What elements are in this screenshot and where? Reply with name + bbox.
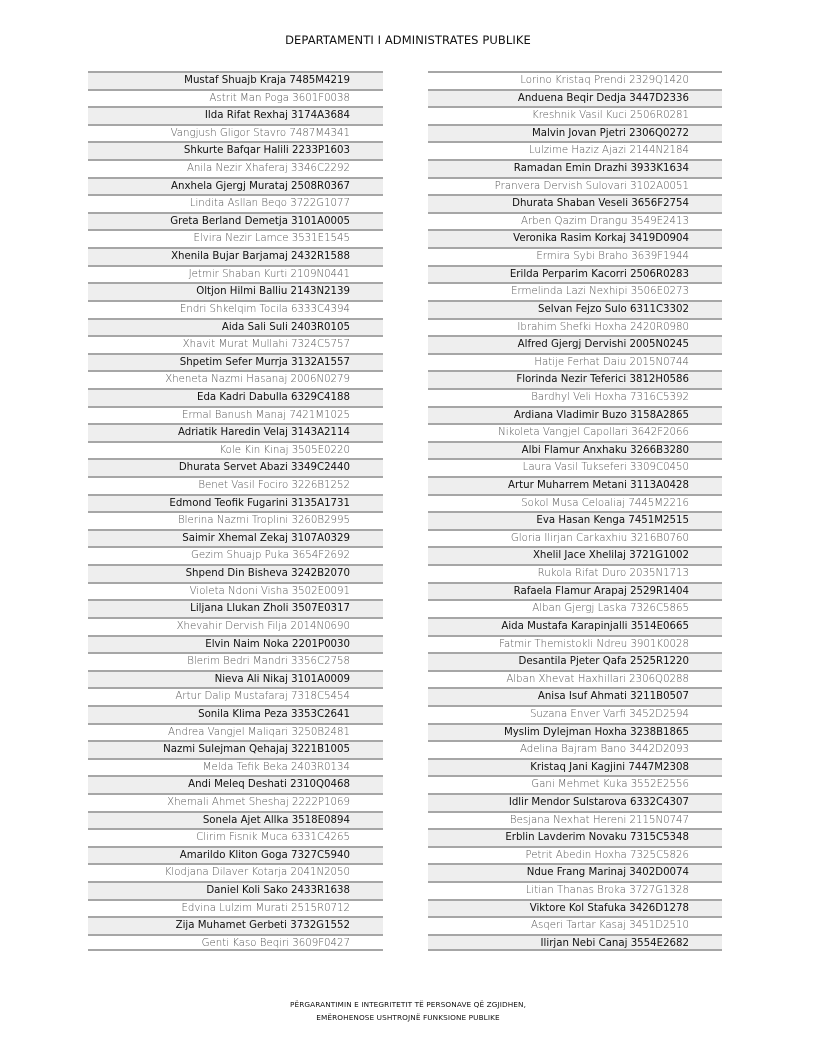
list-item: Melda Tefik Beka 2403R0134 [88,758,383,776]
list-item: Ndue Frang Marinaj 3402D0074 [428,863,722,881]
list-item: Suzana Enver Varfi 3452D2594 [428,705,722,723]
list-item: Kristaq Jani Kagjini 7447M2308 [428,758,722,776]
list-item: Gani Mehmet Kuka 3552E2556 [428,775,722,793]
list-item: Lulzime Haziz Ajazi 2144N2184 [428,141,722,159]
list-item: Petrit Abedin Hoxha 7325C5826 [428,846,722,864]
list-item: Florinda Nezir Teferici 3812H0586 [428,370,722,388]
list-item: Pranvera Dervish Sulovari 3102A0051 [428,177,722,195]
list-item: Xhavit Murat Mullahi 7324C5757 [88,335,383,353]
list-item: Blerina Nazmi Troplini 3260B2995 [88,511,383,529]
list-item: Ramadan Emin Drazhi 3933K1634 [428,159,722,177]
list-item: Zija Muhamet Gerbeti 3732G1552 [88,916,383,934]
footer-line-1: PËRGARANTIMIN E INTEGRITETIT TË PERSONAVE QË ZGJIDHEN, [290,1000,526,1009]
list-item: Dhurata Servet Abazi 3349C2440 [88,458,383,476]
list-item: Gloria Ilirjan Carkaxhiu 3216B0760 [428,529,722,547]
list-item: Benet Vasil Fociro 3226B1252 [88,476,383,494]
list-item: Ilirjan Nebi Canaj 3554E2682 [428,934,722,952]
list-item: Xhelil Jace Xhelilaj 3721G1002 [428,546,722,564]
list-item: Desantila Pjeter Qafa 2525R1220 [428,652,722,670]
list-item: Litian Thanas Broka 3727G1328 [428,881,722,899]
page-title: DEPARTAMENTI I ADMINISTRATES PUBLIKE [285,33,531,47]
list-item: Andi Meleq Deshati 2310Q0468 [88,775,383,793]
list-item: Fatmir Themistokli Ndreu 3901K0028 [428,635,722,653]
list-item: Kreshnik Vasil Kuci 2506R0281 [428,106,722,124]
list-item: Albi Flamur Anxhaku 3266B3280 [428,441,722,459]
list-item: Astrit Man Poga 3601F0038 [88,89,383,107]
list-item: Aida Mustafa Karapinjalli 3514E0665 [428,617,722,635]
list-item: Xhevahir Dervish Filja 2014N0690 [88,617,383,635]
list-item: Klodjana Dilaver Kotarja 2041N2050 [88,863,383,881]
list-item: Sonela Ajet Allka 3518E0894 [88,811,383,829]
list-item: Jetmir Shaban Kurti 2109N0441 [88,265,383,283]
list-item: Clirim Fisnik Muca 6331C4265 [88,828,383,846]
list-item: Laura Vasil Tukseferi 3309C0450 [428,458,722,476]
list-item: Besjana Nexhat Hereni 2115N0747 [428,811,722,829]
list-item: Lindita Asllan Beqo 3722G1077 [88,194,383,212]
list-item: Rafaela Flamur Arapaj 2529R1404 [428,582,722,600]
list-item: Elvira Nezir Lamce 3531E1545 [88,229,383,247]
list-item: Ermira Sybi Braho 3639F1944 [428,247,722,265]
list-item: Mustaf Shuajb Kraja 7485M4219 [88,71,383,89]
list-item: Sonila Klima Peza 3353C2641 [88,705,383,723]
list-item: Selvan Fejzo Sulo 6311C3302 [428,300,722,318]
list-item: Anduena Beqir Dedja 3447D2336 [428,89,722,107]
list-item: Alban Gjergj Laska 7326C5865 [428,599,722,617]
left-name-list [88,71,383,951]
list-item: Artur Muharrem Metani 3113A0428 [428,476,722,494]
list-item: Myslim Dylejman Hoxha 3238B1865 [428,723,722,741]
footer-line-2: EMËROHENOSE USHTROJNË FUNKSIONE PUBLIKE [316,1012,500,1022]
list-item: Vangjush Gligor Stavro 7487M4341 [88,124,383,142]
list-item: Artur Dalip Mustafaraj 7318C5454 [88,687,383,705]
list-item: Edmond Teofik Fugarini 3135A1731 [88,494,383,512]
list-item: Bardhyl Veli Hoxha 7316C5392 [428,388,722,406]
list-item: Hatije Ferhat Daiu 2015N0744 [428,353,722,371]
list-item: Ermal Banush Manaj 7421M1025 [88,406,383,424]
page-footer [0,999,816,1024]
list-item: Xhenila Bujar Barjamaj 2432R1588 [88,247,383,265]
list-item: Daniel Koli Sako 2433R1638 [88,881,383,899]
list-item: Anxhela Gjergj Murataj 2508R0367 [88,177,383,195]
list-item: Sokol Musa Celoaliaj 7445M2216 [428,494,722,512]
list-item: Edvina Lulzim Murati 2515R0712 [88,899,383,917]
list-item: Malvin Jovan Pjetri 2306Q0272 [428,124,722,142]
list-item: Andrea Vangjel Maliqari 3250B2481 [88,723,383,741]
list-item: Xheneta Nazmi Hasanaj 2006N0279 [88,370,383,388]
list-item: Ilda Rifat Rexhaj 3174A3684 [88,106,383,124]
list-item: Endri Shkelqim Tocila 6333C4394 [88,300,383,318]
list-item: Erilda Perparim Kacorri 2506R0283 [428,265,722,283]
list-item: Eda Kadri Dabulla 6329C4188 [88,388,383,406]
list-item: Aida Sali Suli 2403R0105 [88,318,383,336]
list-item: Viktore Kol Stafuka 3426D1278 [428,899,722,917]
list-item: Veronika Rasim Korkaj 3419D0904 [428,229,722,247]
list-item: Shkurte Bafqar Halili 2233P1603 [88,141,383,159]
list-item: Genti Kaso Beqiri 3609F0427 [88,934,383,952]
list-item: Shpend Din Bisheva 3242B2070 [88,564,383,582]
list-item: Eva Hasan Kenga 7451M2515 [428,511,722,529]
list-item: Greta Berland Demetja 3101A0005 [88,212,383,230]
list-item: Saimir Xhemal Zekaj 3107A0329 [88,529,383,547]
right-name-list [428,71,722,951]
list-item: Xhemali Ahmet Sheshaj 2222P1069 [88,793,383,811]
list-item: Nieva Ali Nikaj 3101A0009 [88,670,383,688]
list-item: Arben Qazim Drangu 3549E2413 [428,212,722,230]
list-item: Lorino Kristaq Prendi 2329Q1420 [428,71,722,89]
list-item: Ardiana Vladimir Buzo 3158A2865 [428,406,722,424]
list-item: Ibrahim Shefki Hoxha 2420R0980 [428,318,722,336]
list-item: Anisa Isuf Ahmati 3211B0507 [428,687,722,705]
list-item: Anila Nezir Xhaferaj 3346C2292 [88,159,383,177]
list-item: Shpetim Sefer Murrja 3132A1557 [88,353,383,371]
list-item: Gezim Shuajp Puka 3654F2692 [88,546,383,564]
list-item: Elvin Naim Noka 2201P0030 [88,635,383,653]
list-item: Alban Xhevat Haxhillari 2306Q0288 [428,670,722,688]
list-item: Dhurata Shaban Veseli 3656F2754 [428,194,722,212]
list-item: Alfred Gjergj Dervishi 2005N0245 [428,335,722,353]
list-item: Amarildo Kliton Goga 7327C5940 [88,846,383,864]
list-item: Blerim Bedri Mandri 3356C2758 [88,652,383,670]
list-item: Asqeri Tartar Kasaj 3451D2510 [428,916,722,934]
list-item: Kole Kin Kinaj 3505E0220 [88,441,383,459]
list-item: Rukola Rifat Duro 2035N1713 [428,564,722,582]
list-item: Liljana Llukan Zholi 3507E0317 [88,599,383,617]
list-item: Idlir Mendor Sulstarova 6332C4307 [428,793,722,811]
list-item: Adriatik Haredin Velaj 3143A2114 [88,423,383,441]
list-item: Nikoleta Vangjel Capollari 3642F2066 [428,423,722,441]
list-item: Erblin Lavderim Novaku 7315C5348 [428,828,722,846]
list-item: Nazmi Sulejman Qehajaj 3221B1005 [88,740,383,758]
list-item: Oltjon Hilmi Balliu 2143N2139 [88,282,383,300]
list-item: Ermelinda Lazi Nexhipi 3506E0273 [428,282,722,300]
list-item: Violeta Ndoni Visha 3502E0091 [88,582,383,600]
list-item: Adelina Bajram Bano 3442D2093 [428,740,722,758]
